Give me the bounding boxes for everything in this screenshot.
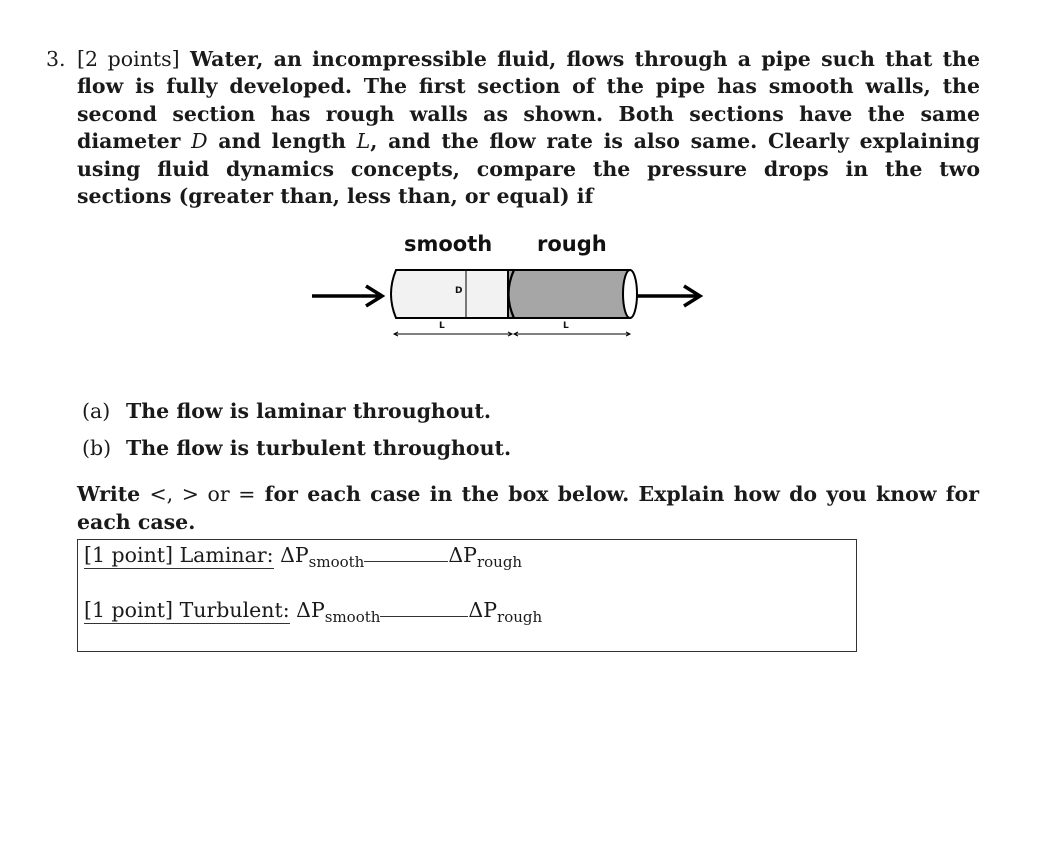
laminar-answer-blank[interactable] [364,560,448,562]
part-a-text: The flow is laminar throughout. [126,399,492,423]
variable-D: D [191,129,208,154]
question-text-part1: Water, an incompressible fluid, flows through a pipe such that the flow is fully developed. The first section of the pipe has smooth walls, the second section has rough walls as shown. Both sections have the same diameter [77,47,980,154]
smooth-section [391,270,508,318]
length-dimension [394,332,630,336]
laminar-points: [1 point] [84,543,174,567]
laminar-rhs: $\Delta P_{rough}$ [448,543,523,571]
question-number: 3. [46,47,66,71]
inlet-arrow [312,286,382,306]
question-text-part3: , and the flow rate is also same. Clearly explaining using fluid dynamics concepts, compare the pressure drops in the two sections (greater than, less than, or equal) if [77,129,981,209]
part-a [82,398,982,435]
laminar-label: Laminar: [179,543,274,567]
turbulent-answer-blank[interactable] [380,615,468,617]
question [46,46,980,210]
outlet-arrow [636,286,700,306]
turbulent-points: [1 point] [84,598,174,622]
rough-section [508,270,637,318]
rough-label: rough [537,232,607,256]
laminar-header [84,543,274,569]
question-parts [82,398,982,472]
pipe-diagram [300,226,720,356]
length-label-smooth: L [439,321,445,331]
smooth-label: smooth [404,232,493,256]
instructions-end: for each case in the box below. Explain how do you know for each case. [77,482,979,534]
part-b [82,435,982,472]
instructions-start: Write [77,482,141,506]
turbulent-lhs: $\Delta P_{smooth}$ [296,598,381,626]
answer-laminar [84,543,522,571]
variable-L: L [356,129,371,154]
diameter-label: D [455,286,463,296]
turbulent-rhs: $\Delta P_{rough}$ [468,598,543,626]
laminar-lhs: $\Delta P_{smooth}$ [280,543,365,571]
turbulent-header [84,598,290,624]
length-label-rough: L [563,321,569,331]
question-text-part2: and length [218,129,346,154]
instructions [77,480,979,536]
turbulent-label: Turbulent: [179,598,290,622]
question-points: [2 points] [77,47,180,71]
part-b-text: The flow is turbulent throughout. [126,436,512,460]
answer-turbulent [84,598,542,626]
answer-box[interactable] [77,539,857,652]
instructions-operators: <, > or = [149,482,256,506]
pipe-drawing [300,226,720,356]
question-text [77,46,980,210]
part-b-label: (b) [82,436,112,460]
part-a-label: (a) [82,399,111,423]
